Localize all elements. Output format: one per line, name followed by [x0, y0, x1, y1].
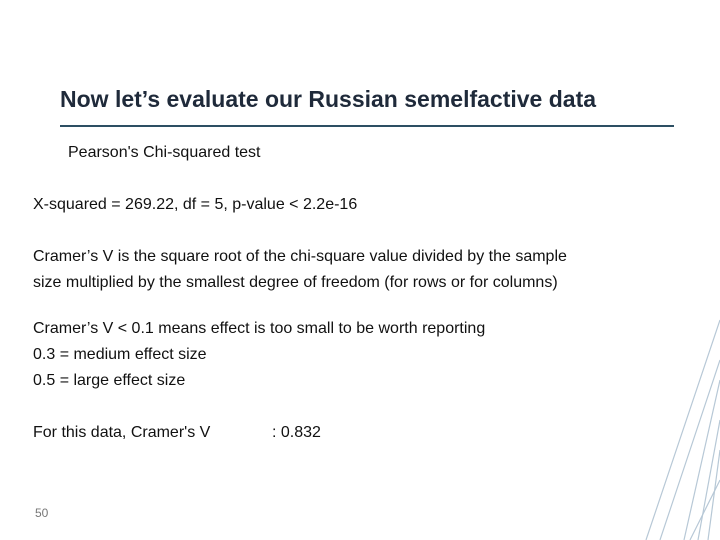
result-value: : 0.832	[272, 424, 321, 441]
page-number: 50	[35, 506, 49, 520]
threshold-line: 0.5 = large effect size	[33, 372, 186, 389]
threshold-line: 0.3 = medium effect size	[33, 346, 207, 363]
threshold-line: Cramer’s V < 0.1 means effect is too small to be worth reporting	[33, 320, 486, 337]
slide-title: Now let’s evaluate our Russian semelfactive data	[60, 86, 597, 112]
decor-line	[698, 420, 720, 540]
definition-line-2: size multiplied by the smallest degree of freedom (for rows or for columns)	[33, 274, 558, 291]
definition-line-1: Cramer’s V is the square root of the chi-square value divided by the sample	[33, 248, 567, 265]
test-name: Pearson's Chi-squared test	[68, 144, 261, 161]
decor-line	[690, 480, 720, 540]
test-statistic: X-squared = 269.22, df = 5, p-value < 2.2e-16	[33, 196, 358, 213]
decor-line	[708, 450, 720, 540]
result-label: For this data, Cramer's V	[33, 424, 211, 441]
